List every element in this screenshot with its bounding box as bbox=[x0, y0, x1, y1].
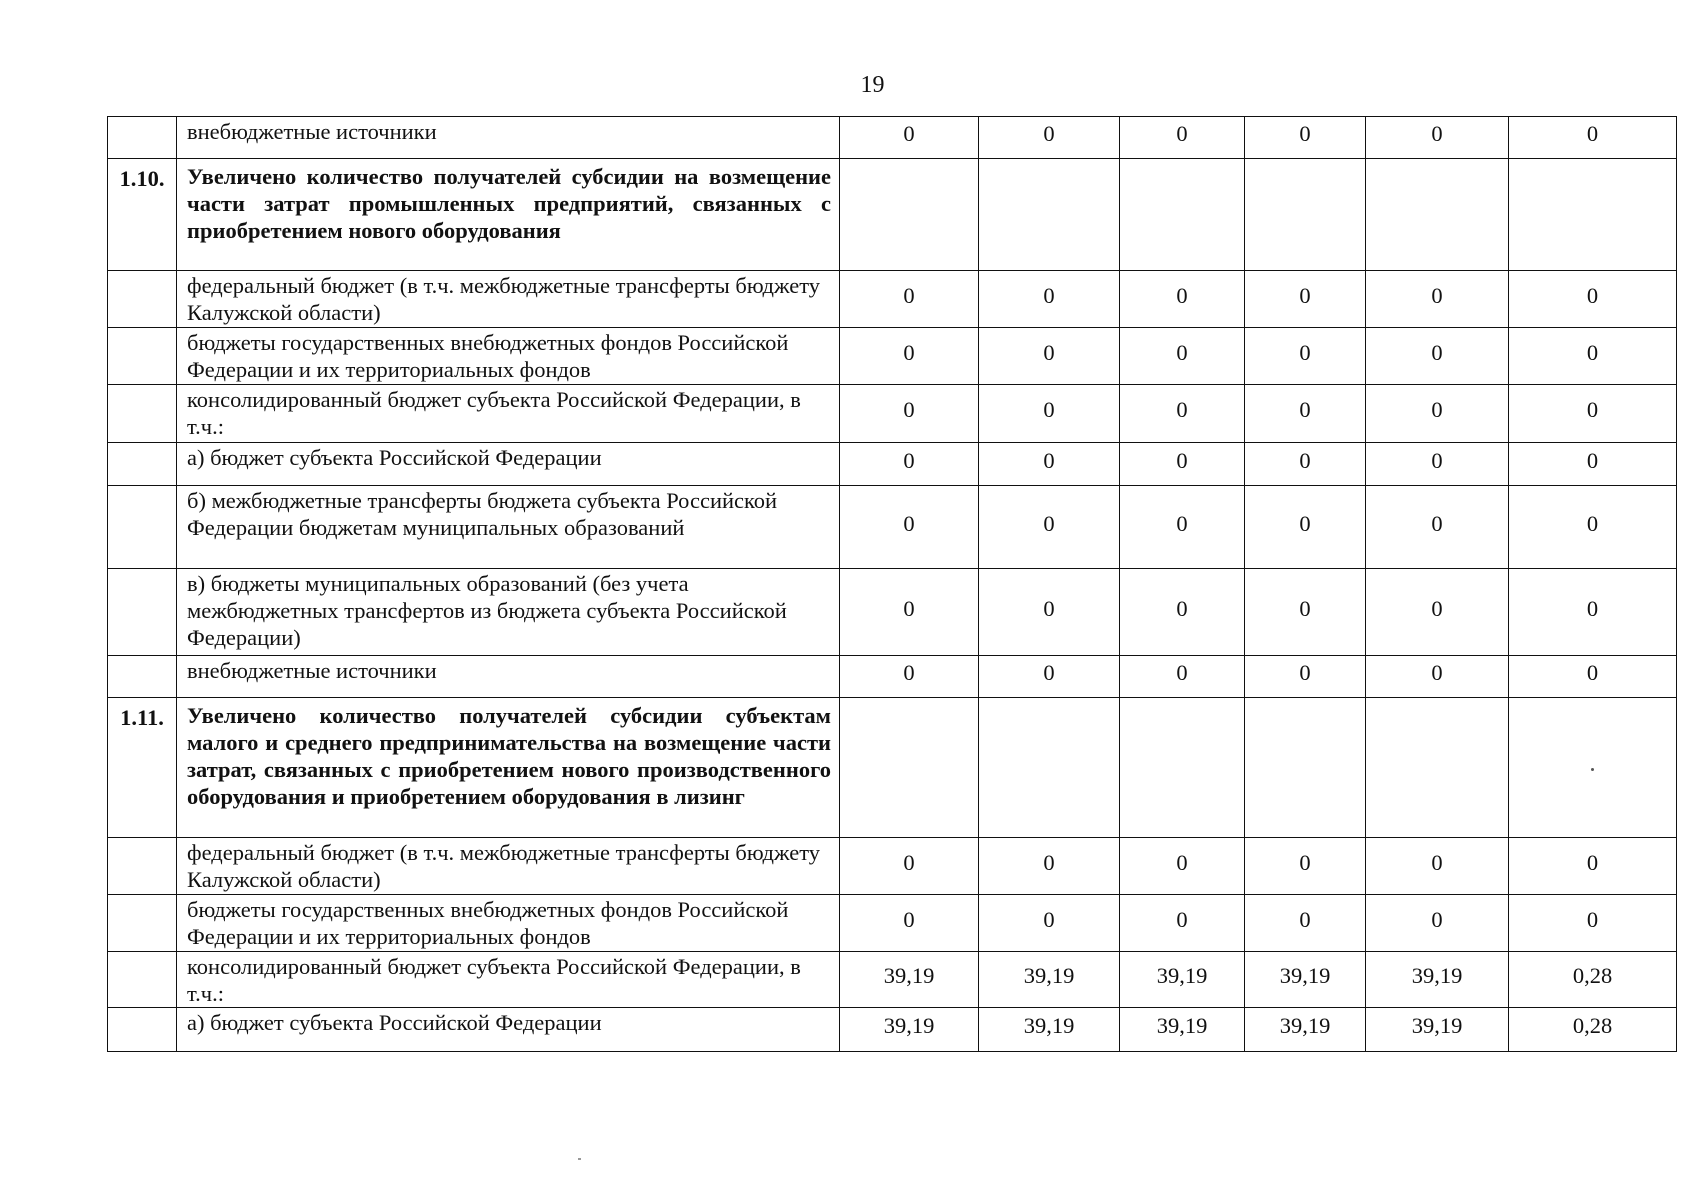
value-cell bbox=[979, 1008, 1120, 1052]
value-cell bbox=[979, 656, 1120, 698]
cell-value: 0 bbox=[1586, 339, 1599, 365]
value-cell bbox=[979, 443, 1120, 486]
value-cell bbox=[979, 698, 1120, 838]
row-label: а) бюджет субъекта Российской Федерации bbox=[177, 443, 840, 486]
cell-value: 0 bbox=[903, 906, 915, 932]
value-cell bbox=[1120, 443, 1245, 486]
scan-speck bbox=[578, 1158, 581, 1160]
value-cell bbox=[1120, 117, 1245, 159]
value-cell bbox=[1366, 569, 1509, 656]
value-cell bbox=[1366, 698, 1509, 838]
value-cell bbox=[979, 895, 1120, 952]
cell-value: 0 bbox=[903, 660, 915, 685]
value-cell bbox=[840, 569, 979, 656]
cell-value: 0 bbox=[903, 282, 915, 308]
value-cell bbox=[979, 952, 1120, 1008]
row-number bbox=[108, 328, 177, 385]
cell-value: 0 bbox=[1176, 595, 1188, 621]
cell-value: 0 bbox=[1299, 121, 1311, 146]
value-cell bbox=[1245, 159, 1366, 271]
table-row bbox=[108, 328, 1677, 385]
cell-value: 39,19 bbox=[883, 1013, 935, 1038]
table-row bbox=[108, 895, 1677, 952]
table-row bbox=[108, 385, 1677, 443]
cell-value: 0 bbox=[1586, 282, 1599, 308]
cell-value: 0 bbox=[1431, 339, 1443, 365]
cell-value: 0 bbox=[1043, 339, 1055, 365]
row-number bbox=[108, 486, 177, 569]
value-cell bbox=[979, 838, 1120, 895]
row-number bbox=[108, 271, 177, 328]
cell-value: 0 bbox=[1431, 397, 1443, 422]
cell-value: 0 bbox=[1586, 397, 1599, 422]
cell-value: 0 bbox=[1176, 660, 1188, 685]
cell-value: 0 bbox=[1043, 510, 1055, 536]
value-cell bbox=[1509, 385, 1677, 443]
value-cell bbox=[1245, 486, 1366, 569]
cell-value: 0 bbox=[1431, 849, 1443, 875]
value-cell bbox=[840, 486, 979, 569]
value-cell bbox=[1120, 159, 1245, 271]
cell-value: 0 bbox=[1176, 121, 1188, 146]
value-cell bbox=[979, 569, 1120, 656]
cell-value: 0,28 bbox=[1572, 1013, 1613, 1038]
cell-value: 39,19 bbox=[1279, 1013, 1331, 1038]
value-cell bbox=[1245, 271, 1366, 328]
value-cell bbox=[1366, 1008, 1509, 1052]
cell-value: 39,19 bbox=[1156, 963, 1208, 988]
cell-value: 0 bbox=[1176, 397, 1188, 422]
value-cell bbox=[1120, 569, 1245, 656]
value-cell bbox=[1366, 328, 1509, 385]
cell-value: 0 bbox=[1431, 906, 1443, 932]
row-number: 1.11. bbox=[108, 698, 177, 838]
cell-value: 0 bbox=[1043, 906, 1055, 932]
value-cell bbox=[1120, 698, 1245, 838]
value-cell bbox=[1245, 895, 1366, 952]
value-cell bbox=[979, 385, 1120, 443]
row-label: бюджеты государственных внебюджетных фондов Российской Федерации и их территориальных фондов bbox=[177, 895, 840, 952]
cell-value: 0 bbox=[1043, 282, 1055, 308]
value-cell bbox=[840, 838, 979, 895]
value-cell bbox=[1245, 698, 1366, 838]
value-cell bbox=[1120, 385, 1245, 443]
row-number bbox=[108, 1008, 177, 1052]
cell-value: 0 bbox=[903, 447, 915, 473]
value-cell bbox=[1120, 486, 1245, 569]
value-cell bbox=[840, 159, 979, 271]
cell-value: 0 bbox=[1431, 447, 1443, 473]
cell-value: 39,19 bbox=[1411, 1013, 1463, 1038]
cell-value: 0 bbox=[1176, 906, 1188, 932]
cell-value: 0 bbox=[903, 121, 915, 146]
value-cell bbox=[840, 895, 979, 952]
section-row bbox=[108, 698, 1677, 838]
table-row bbox=[108, 838, 1677, 895]
table-row bbox=[108, 117, 1677, 159]
value-cell bbox=[1509, 698, 1677, 838]
table-row bbox=[108, 952, 1677, 1008]
row-label: федеральный бюджет (в т.ч. межбюджетные трансферты бюджету Калужской области) bbox=[177, 838, 840, 895]
value-cell bbox=[1366, 656, 1509, 698]
cell-value: 0 bbox=[1299, 282, 1311, 308]
cell-value: 0 bbox=[1299, 595, 1311, 621]
cell-value: 39,19 bbox=[1279, 963, 1331, 988]
value-cell bbox=[1245, 443, 1366, 486]
row-label: бюджеты государственных внебюджетных фондов Российской Федерации и их территориальных фондов bbox=[177, 328, 840, 385]
value-cell bbox=[1366, 443, 1509, 486]
cell-value: 39,19 bbox=[1023, 963, 1075, 988]
value-cell bbox=[1509, 1008, 1677, 1052]
table-row bbox=[108, 569, 1677, 656]
value-cell bbox=[1366, 952, 1509, 1008]
value-cell bbox=[1245, 328, 1366, 385]
table-row bbox=[108, 271, 1677, 328]
budget-table bbox=[107, 116, 1677, 1052]
cell-value: 0 bbox=[903, 595, 915, 621]
value-cell bbox=[1366, 117, 1509, 159]
cell-value: 0 bbox=[1176, 849, 1188, 875]
scan-dot bbox=[1591, 768, 1594, 771]
row-label: а) бюджет субъекта Российской Федерации bbox=[177, 1008, 840, 1052]
cell-value: 0 bbox=[1299, 510, 1311, 536]
cell-value: 0 bbox=[1431, 660, 1443, 685]
value-cell bbox=[840, 328, 979, 385]
table-row bbox=[108, 1008, 1677, 1052]
cell-value: 0 bbox=[1586, 447, 1599, 473]
value-cell bbox=[1245, 656, 1366, 698]
cell-value: 0 bbox=[1176, 447, 1188, 473]
row-number bbox=[108, 838, 177, 895]
value-cell bbox=[1120, 271, 1245, 328]
cell-value: 0 bbox=[903, 849, 915, 875]
value-cell bbox=[1509, 271, 1677, 328]
row-label: б) межбюджетные трансферты бюджета субъекта Российской Федерации бюджетам муниципальных образований bbox=[177, 486, 840, 569]
cell-value: 0 bbox=[1043, 447, 1055, 473]
cell-value: 0 bbox=[1431, 510, 1443, 536]
cell-value: 0 bbox=[1586, 849, 1599, 875]
row-label: консолидированный бюджет субъекта Российской Федерации, в т.ч.: bbox=[177, 385, 840, 443]
row-number: 1.10. bbox=[108, 159, 177, 271]
value-cell bbox=[979, 271, 1120, 328]
value-cell bbox=[1509, 895, 1677, 952]
value-cell bbox=[1366, 159, 1509, 271]
value-cell bbox=[1366, 385, 1509, 443]
cell-value: 0 bbox=[1431, 595, 1443, 621]
value-cell bbox=[979, 328, 1120, 385]
cell-value: 0 bbox=[903, 397, 915, 422]
value-cell bbox=[840, 443, 979, 486]
row-number bbox=[108, 385, 177, 443]
value-cell bbox=[1120, 656, 1245, 698]
row-number bbox=[108, 443, 177, 486]
row-number bbox=[108, 117, 177, 159]
value-cell bbox=[1120, 952, 1245, 1008]
cell-value: 0 bbox=[1176, 510, 1188, 536]
value-cell bbox=[840, 952, 979, 1008]
page-number: 19 bbox=[860, 72, 885, 98]
row-label: федеральный бюджет (в т.ч. межбюджетные трансферты бюджету Калужской области) bbox=[177, 271, 840, 328]
value-cell bbox=[1120, 838, 1245, 895]
value-cell bbox=[1245, 569, 1366, 656]
row-number bbox=[108, 952, 177, 1008]
cell-value: 0 bbox=[1299, 906, 1311, 932]
cell-value: 0 bbox=[1431, 282, 1443, 308]
row-number bbox=[108, 656, 177, 698]
table-row bbox=[108, 656, 1677, 698]
value-cell bbox=[1509, 117, 1677, 159]
cell-value: 0 bbox=[1043, 849, 1055, 875]
value-cell bbox=[1245, 952, 1366, 1008]
value-cell bbox=[1245, 838, 1366, 895]
value-cell bbox=[1509, 952, 1677, 1008]
value-cell bbox=[1509, 656, 1677, 698]
cell-value: 0 bbox=[1043, 660, 1055, 685]
cell-value: 0 bbox=[1299, 447, 1311, 473]
section-title: Увеличено количество получателей субсидии субъектам малого и среднего предпринимательства на возмещение части затрат, связанных с приобретением нового производственного оборудования и приобретением оборудования в лизинг bbox=[177, 698, 840, 838]
value-cell bbox=[1120, 328, 1245, 385]
cell-value: 0 bbox=[1299, 397, 1311, 422]
cell-value: 0 bbox=[1299, 849, 1311, 875]
value-cell bbox=[1509, 328, 1677, 385]
value-cell bbox=[840, 117, 979, 159]
table-row bbox=[108, 443, 1677, 486]
value-cell bbox=[1245, 385, 1366, 443]
value-cell bbox=[979, 486, 1120, 569]
value-cell bbox=[1509, 838, 1677, 895]
cell-value: 39,19 bbox=[883, 963, 935, 988]
value-cell bbox=[979, 159, 1120, 271]
value-cell bbox=[1245, 117, 1366, 159]
section-row bbox=[108, 159, 1677, 271]
cell-value: 0 bbox=[1586, 595, 1599, 621]
value-cell bbox=[1509, 569, 1677, 656]
value-cell bbox=[1366, 838, 1509, 895]
table-row bbox=[108, 486, 1677, 569]
cell-value: 0 bbox=[903, 339, 915, 365]
cell-value: 39,19 bbox=[1156, 1013, 1208, 1038]
value-cell bbox=[1245, 1008, 1366, 1052]
value-cell bbox=[1509, 486, 1677, 569]
cell-value: 0 bbox=[1299, 339, 1311, 365]
value-cell bbox=[1366, 486, 1509, 569]
row-number bbox=[108, 895, 177, 952]
value-cell bbox=[840, 385, 979, 443]
value-cell bbox=[1120, 895, 1245, 952]
row-label: внебюджетные источники bbox=[177, 656, 840, 698]
cell-value: 0 bbox=[1043, 397, 1055, 422]
value-cell bbox=[1366, 271, 1509, 328]
value-cell bbox=[1509, 443, 1677, 486]
cell-value: 0 bbox=[1176, 282, 1188, 308]
cell-value: 0 bbox=[1043, 121, 1055, 146]
row-label: консолидированный бюджет субъекта Российской Федерации, в т.ч.: bbox=[177, 952, 840, 1008]
cell-value: 0 bbox=[1586, 121, 1599, 146]
cell-value: 0 bbox=[903, 510, 915, 536]
cell-value: 0 bbox=[1043, 595, 1055, 621]
section-title: Увеличено количество получателей субсидии на возмещение части затрат промышленных предприятий, связанных с приобретением нового оборудования bbox=[177, 159, 840, 271]
value-cell bbox=[840, 656, 979, 698]
value-cell bbox=[840, 698, 979, 838]
value-cell bbox=[1509, 159, 1677, 271]
row-label: в) бюджеты муниципальных образований (без учета межбюджетных трансфертов из бюджета субъекта Российской Федерации) bbox=[177, 569, 840, 656]
cell-value: 0 bbox=[1586, 906, 1599, 932]
cell-value: 0,28 bbox=[1572, 963, 1613, 988]
row-number bbox=[108, 569, 177, 656]
cell-value: 0 bbox=[1586, 510, 1599, 536]
value-cell bbox=[1366, 895, 1509, 952]
cell-value: 0 bbox=[1176, 339, 1188, 365]
cell-value: 0 bbox=[1586, 660, 1599, 685]
cell-value: 39,19 bbox=[1411, 963, 1463, 988]
cell-value: 0 bbox=[1431, 121, 1443, 146]
value-cell bbox=[840, 271, 979, 328]
cell-value: 0 bbox=[1299, 660, 1311, 685]
value-cell bbox=[1120, 1008, 1245, 1052]
cell-value: 39,19 bbox=[1023, 1013, 1075, 1038]
row-label: внебюджетные источники bbox=[177, 117, 840, 159]
value-cell bbox=[840, 1008, 979, 1052]
value-cell bbox=[979, 117, 1120, 159]
